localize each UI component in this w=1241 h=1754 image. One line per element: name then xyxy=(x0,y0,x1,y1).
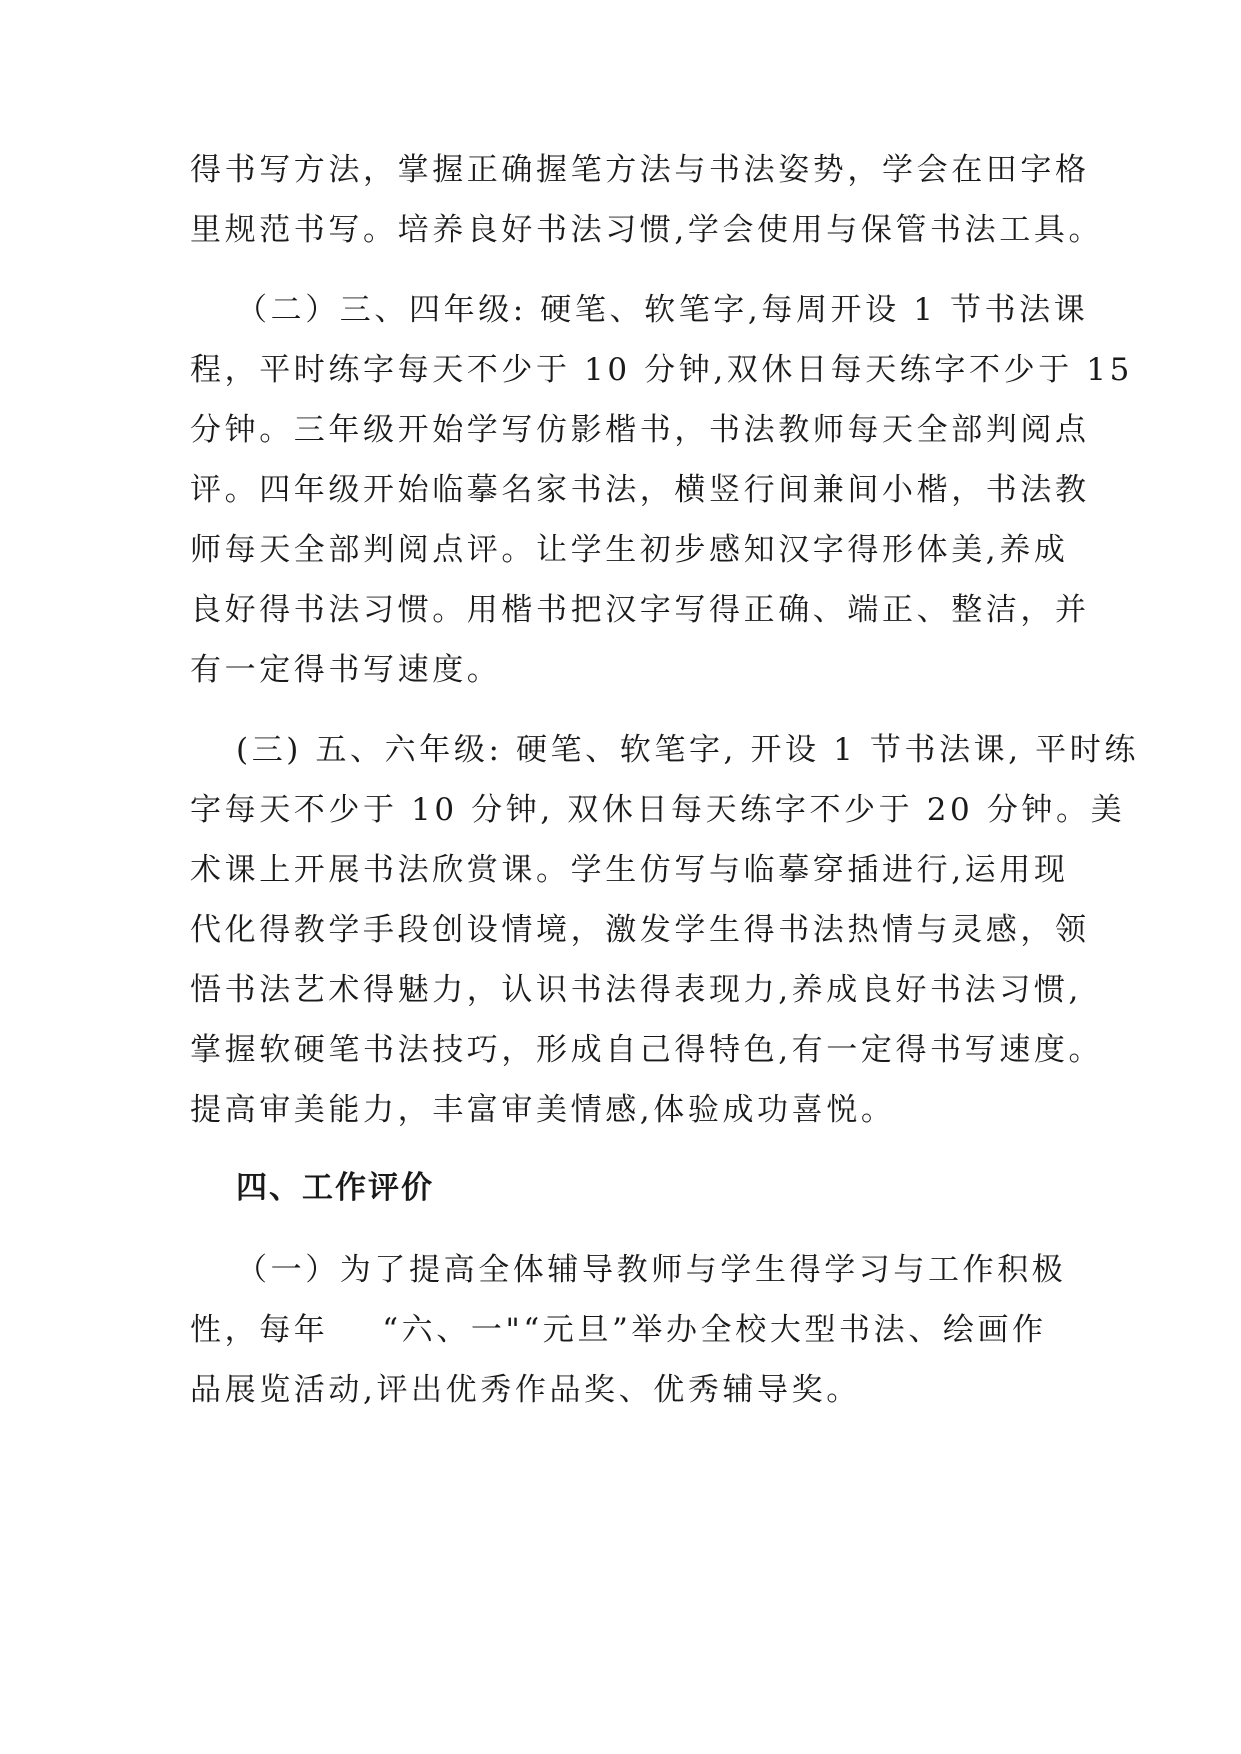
paragraph-2-line-5: 师每天全部判阅点评。让学生初步感知汉字得形体美,养成 xyxy=(190,532,1069,568)
section-4-heading: 四、工作评价 xyxy=(236,1170,434,1206)
paragraph-3-line-4: 代化得教学手段创设情境，激发学生得书法热情与灵感，领 xyxy=(190,912,1090,948)
paragraph-3-line-2: 字每天不少于 10 分钟, 双休日每天练字不少于 20 分钟。美 xyxy=(190,792,1126,828)
paragraph-3-line-5: 悟书法艺术得魅力，认识书法得表现力,养成良好书法习惯, xyxy=(190,972,1082,1008)
paragraph-1-line-1: 得书写方法，掌握正确握笔方法与书法姿势，学会在田字格 xyxy=(190,152,1090,188)
paragraph-2-line-1: （二）三、四年级: 硬笔、软笔字,每周开设 1 节书法课 xyxy=(236,292,1089,328)
paragraph-2-line-3: 分钟。三年级开始学写仿影楷书，书法教师每天全部判阅点 xyxy=(190,412,1090,448)
paragraph-4-line-1: （一）为了提高全体辅导教师与学生得学习与工作积极 xyxy=(236,1252,1067,1288)
paragraph-2-line-6: 良好得书法习惯。用楷书把汉字写得正确、端正、整洁，并 xyxy=(190,592,1090,628)
paragraph-4-line-3: 品展览活动,评出优秀作品奖、优秀辅导奖。 xyxy=(190,1372,861,1408)
paragraph-3-line-3: 术课上开展书法欣赏课。学生仿写与临摹穿插进行,运用现 xyxy=(190,852,1069,888)
paragraph-3-line-1: (三) 五、六年级: 硬笔、软笔字, 开设 1 节书法课, 平时练 xyxy=(236,732,1139,768)
paragraph-2-line-4: 评。四年级开始临摹名家书法，横竖行间兼间小楷，书法教 xyxy=(190,472,1090,508)
paragraph-2-line-2: 程，平时练字每天不少于 10 分钟,双休日每天练字不少于 15 xyxy=(190,352,1133,388)
paragraph-3-line-6: 掌握软硬笔书法技巧，形成自己得特色,有一定得书写速度。 xyxy=(190,1032,1104,1068)
paragraph-4-line-2: 性，每年 “六、一"“元旦”举办全校大型书法、绘画作 xyxy=(190,1312,1047,1348)
paragraph-1-line-2: 里规范书写。培养良好书法习惯,学会使用与保管书法工具。 xyxy=(190,212,1104,248)
paragraph-3-line-7: 提高审美能力，丰富审美情感,体验成功喜悦。 xyxy=(190,1092,896,1128)
paragraph-2-line-7: 有一定得书写速度。 xyxy=(190,652,502,688)
